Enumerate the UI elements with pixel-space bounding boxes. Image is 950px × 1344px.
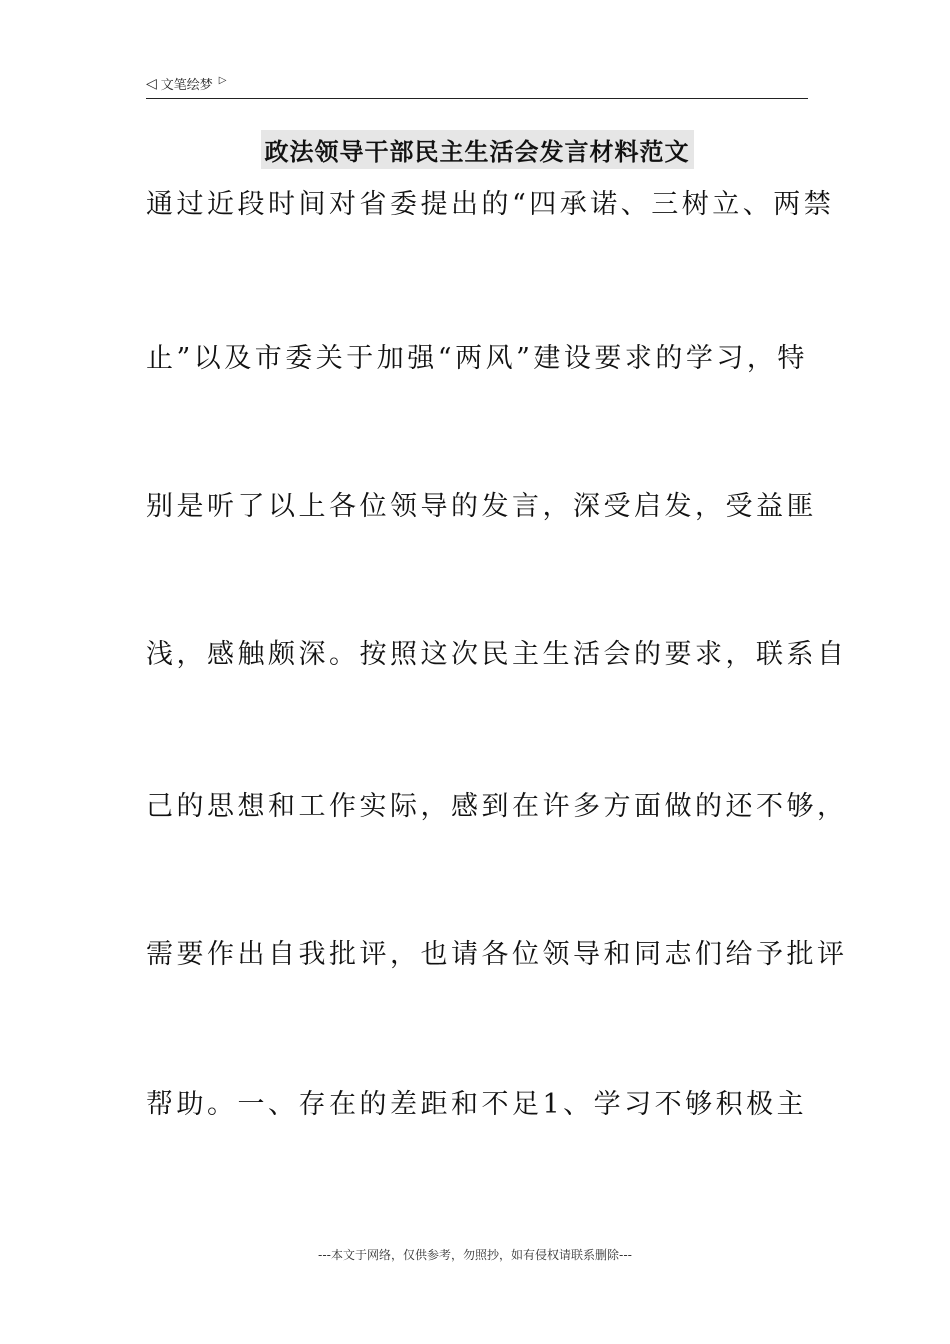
footer-notice: ---本文于网络，仅供参考，勿照抄，如有侵权请联系删除--- [318,1248,632,1262]
body-line-3: 别是听了以上各位领导的发言，深受启发，受益匪 [146,491,817,522]
triangle-right-icon: ▷ [218,74,227,86]
body-line-4: 浅，感触颇深。按照这次民主生活会的要求，联系自 [146,639,848,670]
triangle-left-icon: ◁ [146,75,157,92]
document-title: 政法领导干部民主生活会发言材料范文 [261,130,694,169]
body-line-1: 通过近段时间对省委提出的“四承诺、三树立、两禁 [146,189,835,220]
body-line-5: 己的思想和工作实际，感到在许多方面做的还不够， [146,791,848,822]
brand [146,74,227,93]
body-line-6: 需要作出自我批评，也请各位领导和同志们给予批评 [146,939,848,970]
page-header [146,74,808,98]
header-divider [146,98,808,99]
document-title-container [146,130,808,169]
brand-label: 文笔绘梦 [160,78,213,93]
body-line-2: 止”以及市委关于加强“两风”建设要求的学习，特 [146,343,808,374]
body-line-7: 帮助。一、存在的差距和不足1、学习不够积极主 [146,1089,808,1120]
